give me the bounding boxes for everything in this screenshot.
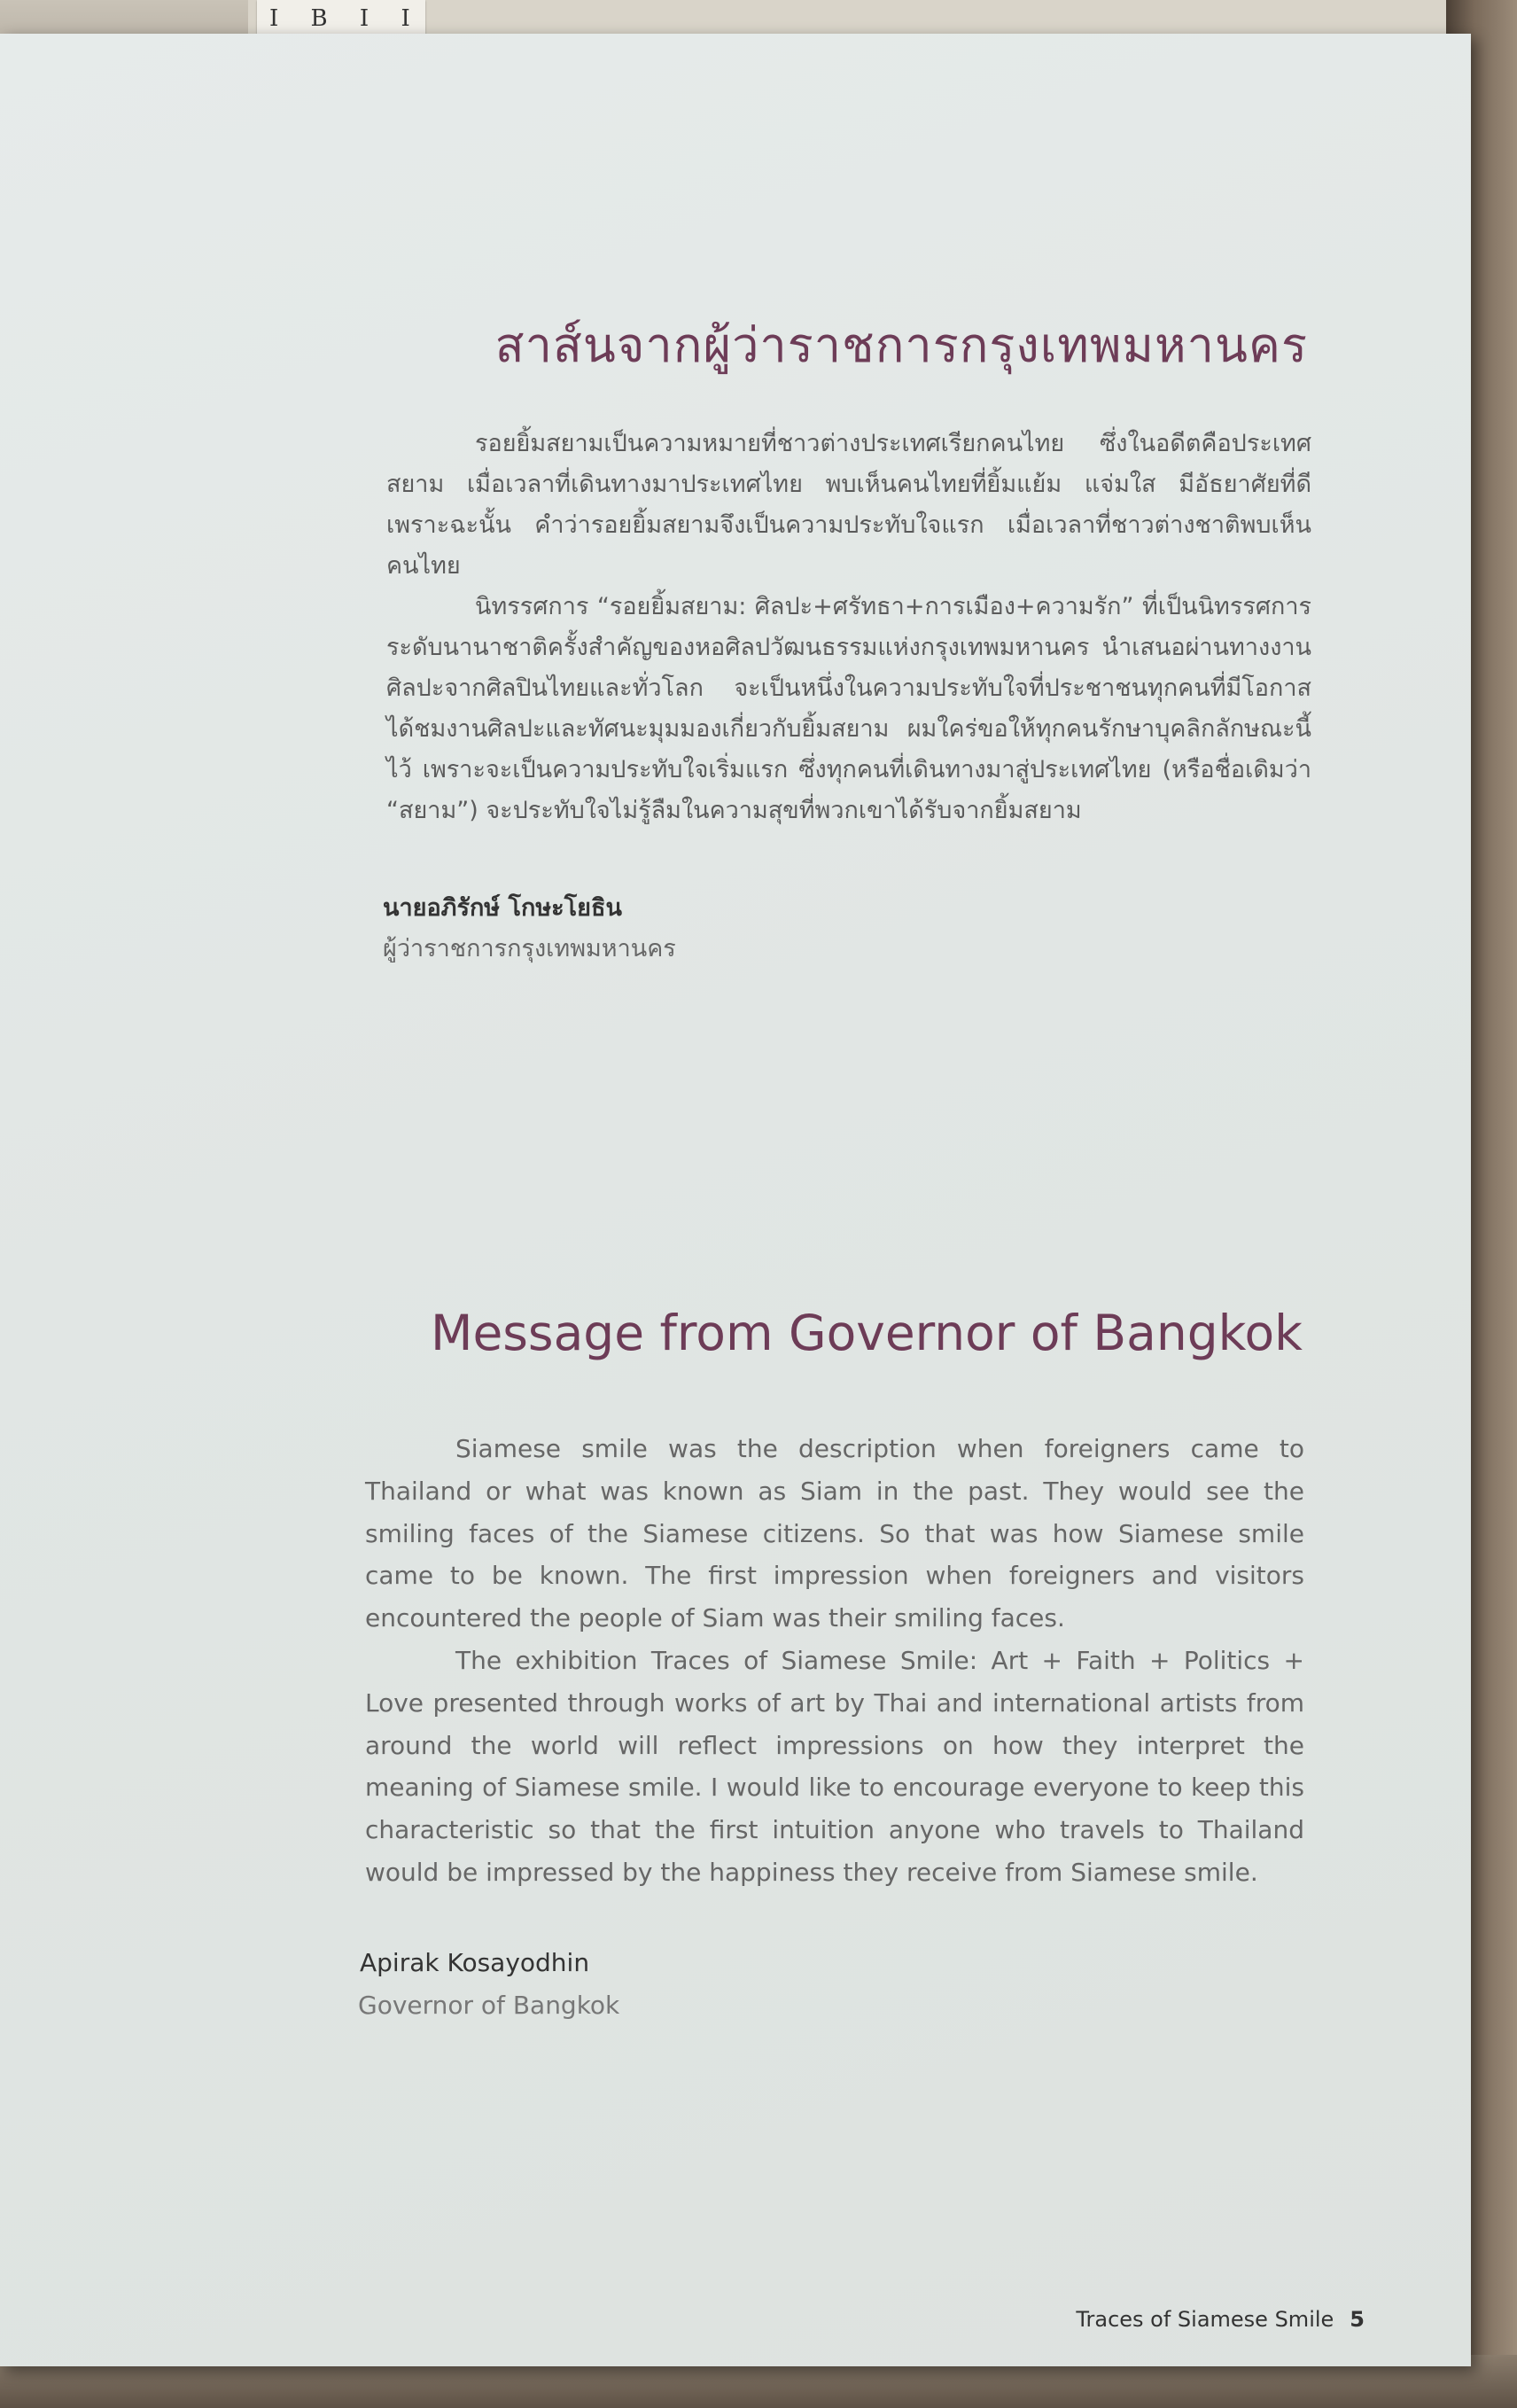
- thai-signature-name: นายอภิรักษ์ โกษะโยธิน: [383, 894, 622, 922]
- english-message-body: [365, 1428, 1304, 1894]
- thai-signature-role: ผู้ว่าราชการกรุงเทพมหานคร: [383, 935, 676, 962]
- book-page: [0, 34, 1471, 2366]
- english-signature-role: Governor of Bangkok: [358, 1991, 620, 2020]
- english-paragraph-2: The exhibition Traces of Siamese Smile: Art + Faith + Politics + Love presented through works of art by Thai and international artists from around the world will reflect impressions on how they interpret the meaning of Siamese smile. I would like to encourage everyone to keep this characteristic so that the first intuition anyone who travels to Thailand would be impressed by the happiness they receive from Siamese smile.: [365, 1645, 1304, 1887]
- underlying-tab-letters: I B I I: [269, 5, 423, 32]
- thai-heading: สาส์นจากผู้ว่าราชการกรุงเทพมหานคร: [494, 317, 1308, 373]
- english-paragraph-1: Siamese smile was the description when foreigners came to Thailand or what was known as Siam in the past. They would see the smiling faces of the Siamese citizens. So that was how Siamese smile came to be known. The first impression when foreigners and visitors encountered the people of Siam was their smiling faces.: [365, 1434, 1304, 1633]
- thai-paragraph-2: นิทรรศการ “รอยยิ้มสยาม: ศิลปะ+ศรัทธา+การเมือง+ความรัก” ที่เป็นนิทรรศการระดับนานาชาติครั้งสำคัญของหอศิลปวัฒนธรรมแห่งกรุงเทพมหานคร นำเสนอผ่านทางงานศิลปะจากศิลปินไทยและทั่วโลก จะเป็นหนึ่งในความประทับใจที่ประชาชนทุกคนที่มีโอกาสได้ชมงานศิลปะและทัศนะมุมมองเกี่ยวกับยิ้มสยาม ผมใคร่ขอให้ทุกคนรักษาบุคลิกลักษณะนี้ไว้ เพราะจะเป็นความประทับใจเริ่มแรก ซึ่งทุกคนที่เดินทางมาสู่ประเทศไทย (หรือชื่อเดิมว่า “สยาม”) จะประทับใจไม่รู้ลืมในความสุขที่พวกเขาได้รับจากยิ้มสยาม: [386, 593, 1311, 824]
- underlying-page-tab: [257, 0, 425, 35]
- page-footer: [975, 2307, 1365, 2332]
- thai-paragraph-1: รอยยิ้มสยามเป็นความหมายที่ชาวต่างประเทศเรียกคนไทย ซึ่งในอดีตคือประเทศสยาม เมื่อเวลาที่เดินทางมาประเทศไทย พบเห็นคนไทยที่ยิ้มแย้ม แจ่มใส มีอัธยาศัยที่ดี เพราะฉะนั้น คำว่ารอยยิ้มสยามจึงเป็นความประทับใจแรก เมื่อเวลาที่ชาวต่างชาติพบเห็นคนไทย: [386, 430, 1311, 580]
- english-signature-name: Apirak Kosayodhin: [360, 1948, 590, 1977]
- english-heading: Message from Governor of Bangkok: [430, 1305, 1303, 1361]
- footer-book-title: Traces of Siamese Smile: [1076, 2307, 1334, 2332]
- thai-message-body: [386, 424, 1311, 831]
- page-number: 5: [1350, 2307, 1365, 2332]
